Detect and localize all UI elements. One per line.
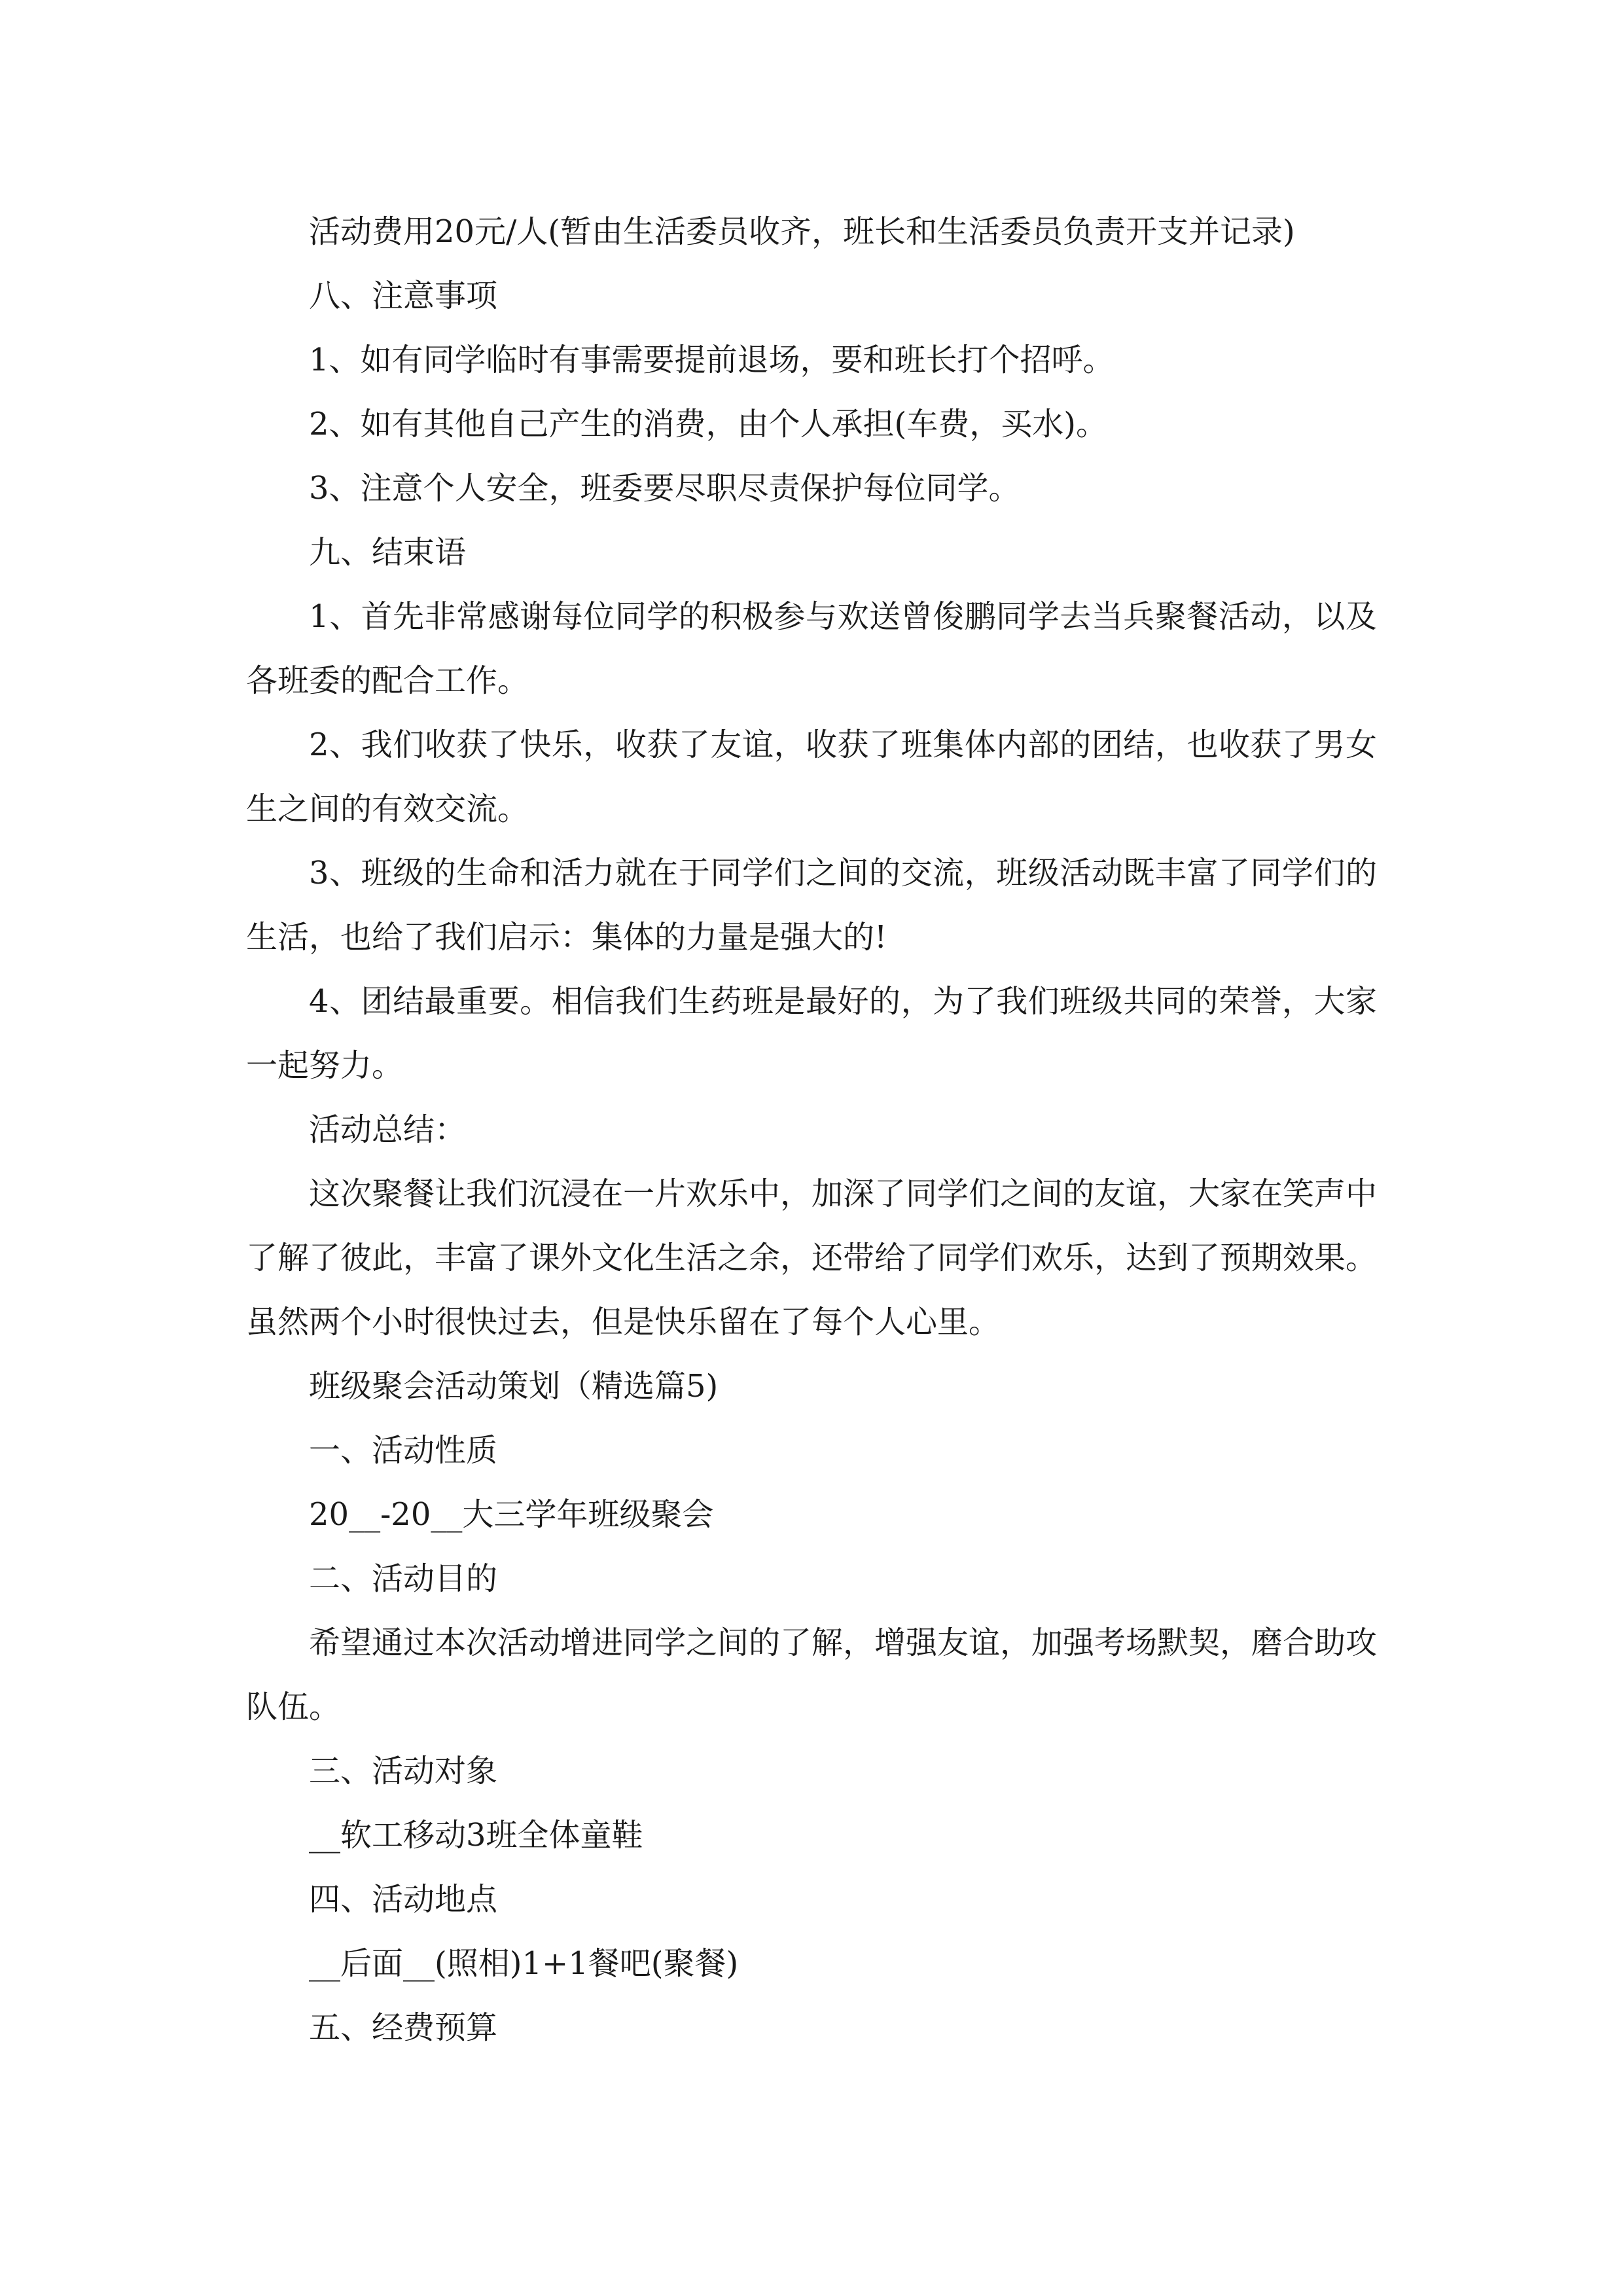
heading-nature: 一、活动性质	[309, 1432, 498, 1469]
paragraph-note-3: 3、注意个人安全，班委要尽职尽责保护每位同学。	[309, 470, 1020, 507]
heading-target: 三、活动对象	[309, 1753, 498, 1789]
paragraph-target: __软工移动3班全体童鞋	[309, 1817, 643, 1854]
paragraph-closing-3: 3、班级的生命和活力就在于同学们之间的交流，班级活动既丰富了同学们的生活，也给了我们启示：集体的力量是强大的!	[246, 855, 1377, 956]
paragraph-nature: 20__-20__大三学年班级聚会	[309, 1496, 714, 1533]
heading-summary: 活动总结：	[309, 1111, 467, 1148]
document-body	[246, 200, 1377, 2060]
paragraph-note-1: 1、如有同学临时有事需要提前退场，要和班长打个招呼。	[309, 342, 1115, 378]
heading-location: 四、活动地点	[309, 1881, 498, 1918]
heading-closing: 九、结束语	[309, 534, 467, 571]
paragraph-activity-fee: 活动费用20元/人(暂由生活委员收齐，班长和生活委员负责开支并记录)	[309, 213, 1295, 250]
paragraph-closing-4: 4、团结最重要。相信我们生药班是最好的，为了我们班级共同的荣誉，大家一起努力。	[246, 983, 1377, 1084]
paragraph-closing-2: 2、我们收获了快乐，收获了友谊，收获了班集体内部的团结，也收获了男女生之间的有效交流。	[246, 726, 1377, 827]
paragraph-summary: 这次聚餐让我们沉浸在一片欢乐中，加深了同学们之间的友谊，大家在笑声中了解了彼此，丰富了课外文化生活之余，还带给了同学们欢乐，达到了预期效果。虽然两个小时很快过去，但是快乐留在了每个人心里。	[246, 1175, 1378, 1340]
heading-purpose: 二、活动目的	[309, 1560, 498, 1597]
paragraph-purpose: 希望通过本次活动增进同学之间的了解，增强友谊，加强考场默契，磨合助攻队伍。	[246, 1624, 1378, 1725]
paragraph-closing-1: 1、首先非常感谢每位同学的积极参与欢送曾俊鹏同学去当兵聚餐活动，以及各班委的配合工作。	[246, 598, 1377, 699]
heading-budget: 五、经费预算	[309, 2009, 498, 2046]
heading-notes: 八、注意事项	[309, 278, 498, 314]
paragraph-note-2: 2、如有其他自己产生的消费，由个人承担(车费，买水)。	[309, 406, 1107, 442]
heading-plan-5: 班级聚会活动策划（精选篇5)	[309, 1368, 719, 1405]
paragraph-location: __后面__(照相)1+1餐吧(聚餐)	[309, 1945, 739, 1982]
